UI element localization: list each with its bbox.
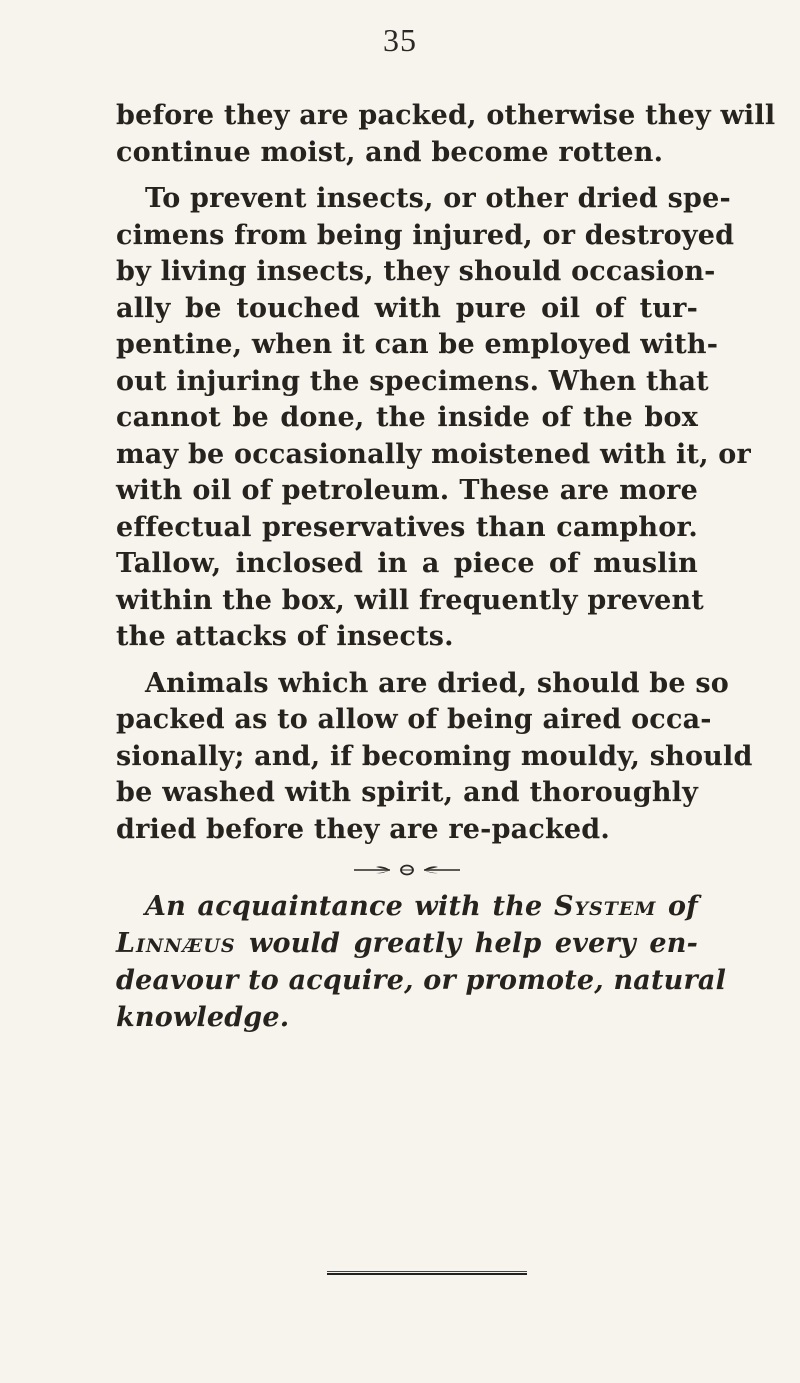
text-line xyxy=(116,925,698,962)
text-line: continue moist, and become rotten. xyxy=(116,136,664,168)
text-line: Animals which are dried, should be so xyxy=(145,667,729,699)
text-line: dried before they are re-packed. xyxy=(116,813,610,845)
text-line: knowledge. xyxy=(116,1002,290,1033)
page-number: 35 xyxy=(383,22,417,58)
text-line: cimens from being injured, or destroyed xyxy=(116,219,735,251)
text-line: ally be touched with pure oil of tur- xyxy=(116,292,698,324)
closing-text: An acquaintance with the xyxy=(145,891,554,922)
text-line: To prevent insects, or other dried spe- xyxy=(145,183,731,214)
text-line: may be occasionally moistened with it, or xyxy=(116,438,751,470)
text-line: out injuring the specimens. When that xyxy=(116,365,709,397)
paragraph-3 xyxy=(116,666,753,849)
text-line: before they are packed, otherwise they will xyxy=(116,100,776,131)
text-line: be washed with spirit, and thoroughly xyxy=(116,777,698,808)
paragraph-1 xyxy=(116,98,776,171)
closing-text: would greatly help every en- xyxy=(235,928,698,959)
text-line: cannot be done, the inside of the box xyxy=(116,402,698,433)
text-line: with oil of petroleum. These are more xyxy=(116,475,698,506)
text-line: sionally; and, if becoming mouldy, should xyxy=(116,740,753,772)
paragraph-2 xyxy=(116,181,751,656)
ornament-icon xyxy=(352,862,462,878)
ornament-divider xyxy=(116,862,698,878)
text-line: Tallow, inclosed in a piece of muslin xyxy=(116,548,698,579)
closing-note xyxy=(116,888,727,1036)
closing-text: of xyxy=(656,891,698,922)
text-line xyxy=(116,888,698,925)
page-body xyxy=(116,98,776,1036)
footer-rule xyxy=(327,1271,527,1275)
text-line: effectual preservatives than camphor. xyxy=(116,511,698,543)
closing-linnaeus: Linnæus xyxy=(116,928,236,959)
text-line: the attacks of insects. xyxy=(116,621,454,652)
text-line: deavour to acquire, or promote, natural xyxy=(116,965,727,996)
closing-system: System xyxy=(553,891,657,922)
text-line: within the box, will frequently prevent xyxy=(116,584,704,616)
text-line: by living insects, they should occasion- xyxy=(116,256,716,287)
text-line: packed as to allow of being aired occa- xyxy=(116,704,712,735)
text-line: pentine, when it can be employed with- xyxy=(116,329,719,360)
